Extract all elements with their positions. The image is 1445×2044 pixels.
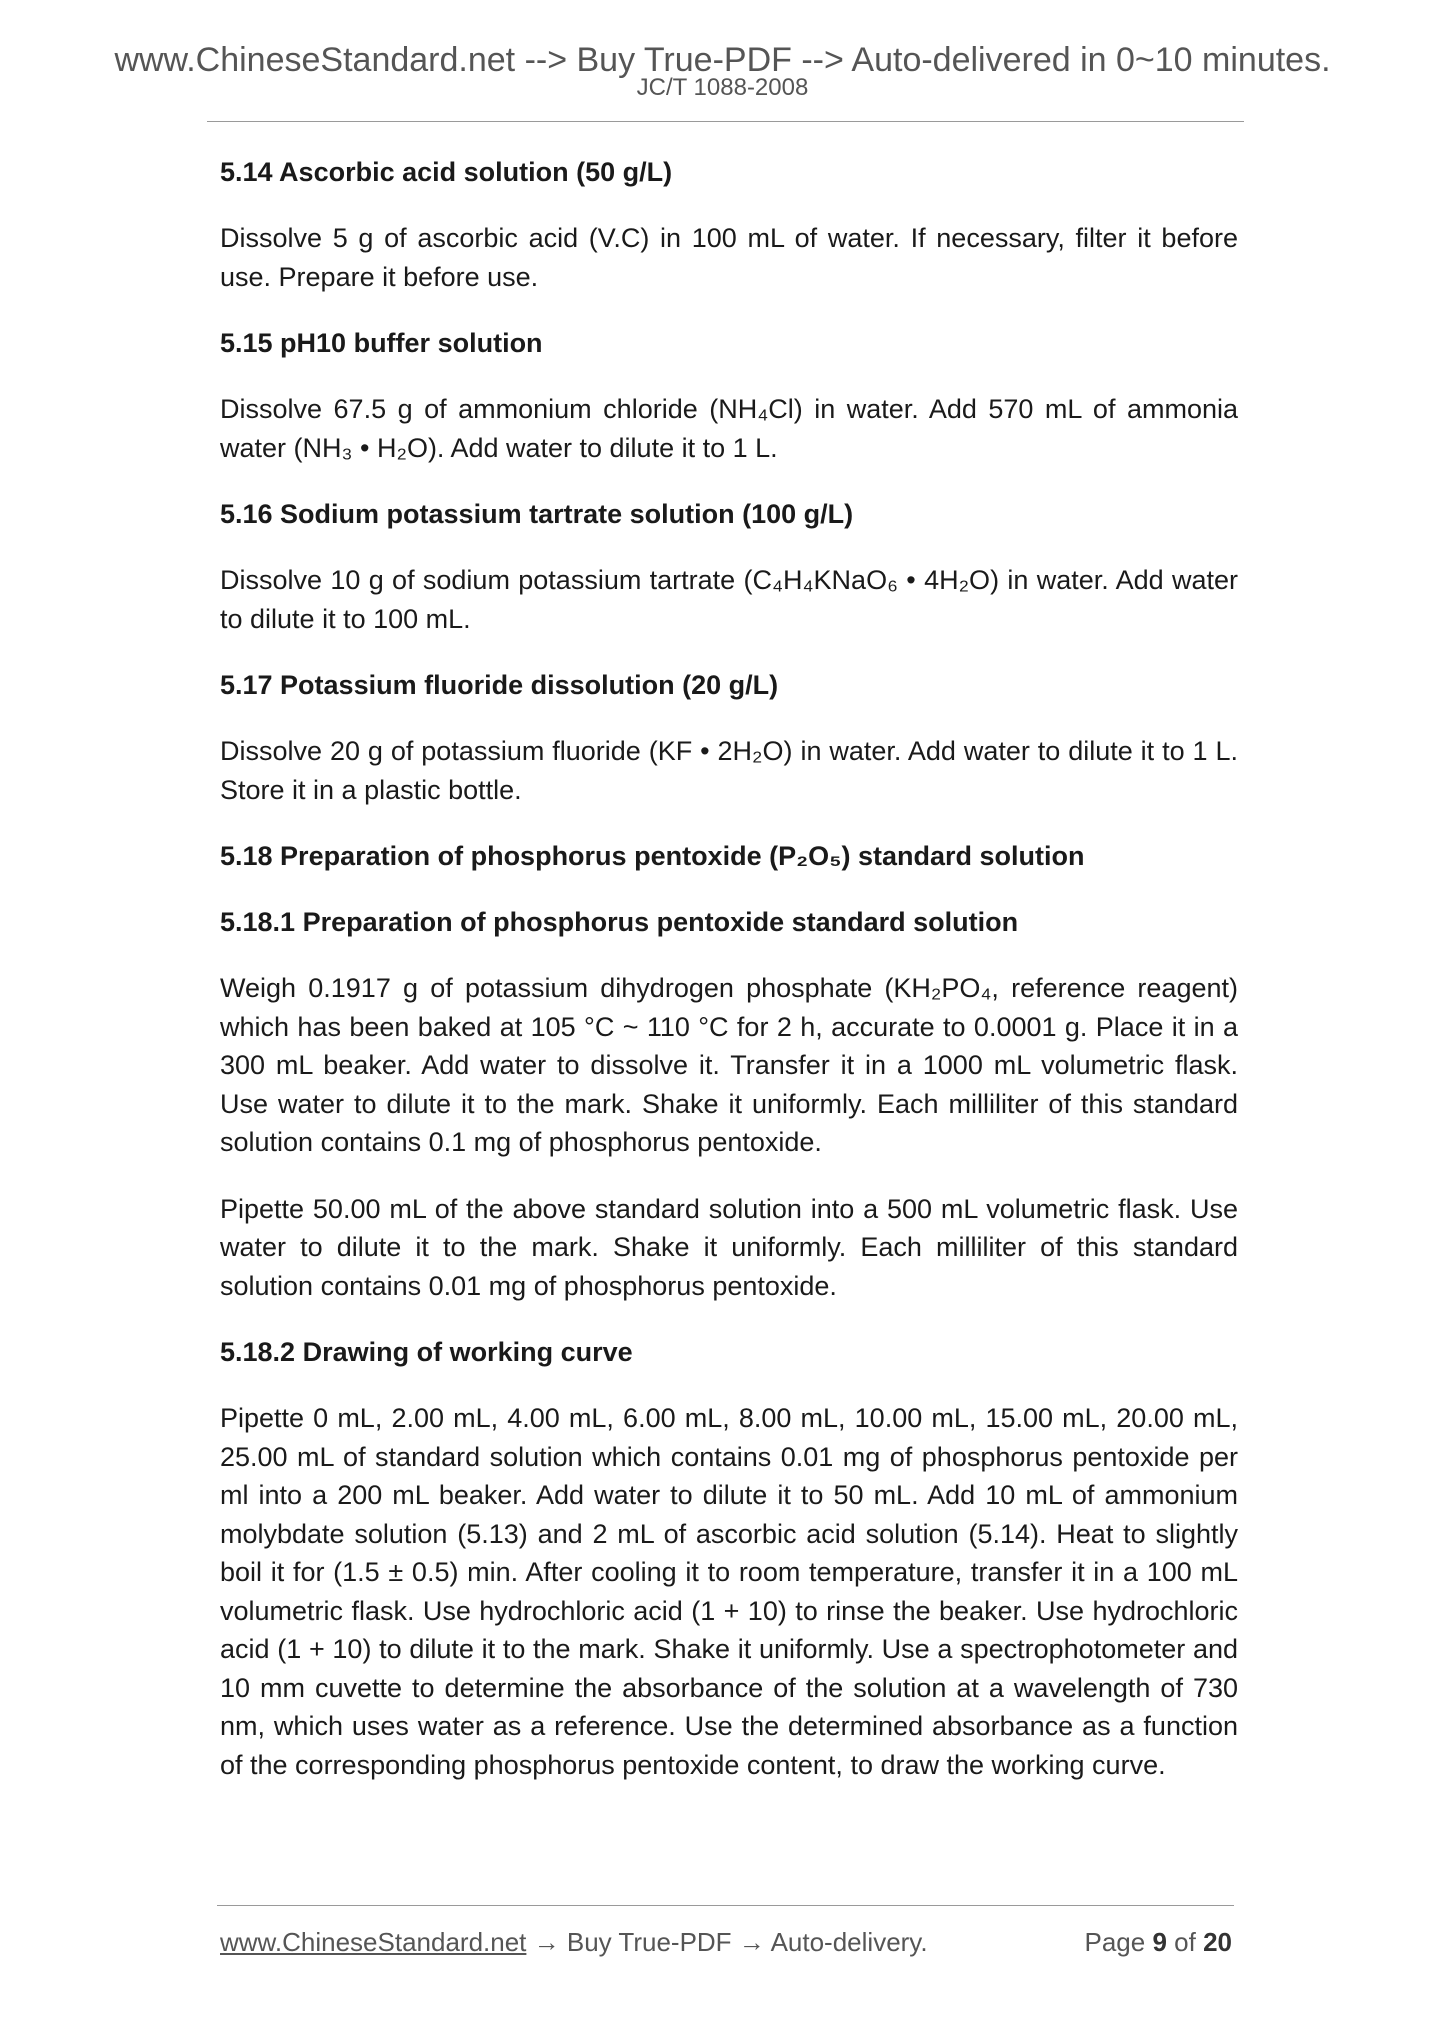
document-body <box>220 153 1238 1812</box>
page-label: Page <box>1084 1927 1146 1957</box>
section-paragraph: Weigh 0.1917 g of potassium dihydrogen phosphate (KH₂PO₄, reference reagent) which has been baked at 105 °C ~ 110 °C for 2 h, accurate to 0.0001 g. Place it in a 300 mL beaker. Add water to dissolve it. Transfer it in a 1000 mL volumetric flask. Use water to dilute it to the mark. Shake it uniformly. Each milliliter of this standard solution contains 0.1 mg of phosphorus pentoxide. <box>220 973 1238 1157</box>
section-heading-5-15: 5.15 pH10 buffer solution <box>220 328 543 358</box>
section-heading-5-16: 5.16 Sodium potassium tartrate solution (100 g/L) <box>220 499 854 529</box>
section-heading-5-18-2: 5.18.2 Drawing of working curve <box>220 1337 633 1367</box>
footer-tagline: → Buy True-PDF → Auto-delivery. <box>526 1927 928 1957</box>
footer-left <box>220 1926 928 1958</box>
header-divider <box>207 121 1244 122</box>
footer-divider <box>217 1905 1234 1906</box>
section-heading-5-18: 5.18 Preparation of phosphorus pentoxide (P₂O₅) standard solution <box>220 841 1085 871</box>
section-heading-5-14: 5.14 Ascorbic acid solution (50 g/L) <box>220 157 673 187</box>
total-pages: 20 <box>1203 1927 1232 1957</box>
footer-site-link[interactable]: www.ChineseStandard.net <box>220 1927 527 1957</box>
of-label: of <box>1174 1927 1196 1957</box>
page-indicator <box>1084 1926 1232 1958</box>
section-paragraph: Dissolve 5 g of ascorbic acid (V.C) in 100 mL of water. If necessary, filter it before use. Prepare it before use. <box>220 223 1238 292</box>
section-paragraph: Pipette 0 mL, 2.00 mL, 4.00 mL, 6.00 mL, 8.00 mL, 10.00 mL, 15.00 mL, 20.00 mL, 25.00 mL of standard solution which contains 0.01 mg of phosphorus pentoxide per ml into a 200 mL beaker. Add water to dilute it to 50 mL. Add 10 mL of ammonium molybdate solution (5.13) and 2 mL of ascorbic acid solution (5.14). Heat to slightly boil it for (1.5 ± 0.5) min. After cooling it to room temperature, transfer it in a 100 mL volumetric flask. Use hydrochloric acid (1 + 10) to rinse the beaker. Use hydrochloric acid (1 + 10) to dilute it to the mark. Shake it uniformly. Use a spectrophotometer and 10 mm cuvette to determine the absorbance of the solution at a wavelength of 730 nm, which uses water as a reference. Use the determined absorbance as a function of the corresponding phosphorus pentoxide content, to draw the working curve. <box>220 1403 1238 1780</box>
page-number: 9 <box>1152 1927 1167 1957</box>
standard-code: JC/T 1088-2008 <box>636 74 809 101</box>
top-banner: www.ChineseStandard.net --> Buy True-PDF --> Auto-delivered in 0~10 minutes. <box>114 41 1331 79</box>
section-paragraph: Pipette 50.00 mL of the above standard solution into a 500 mL volumetric flask. Use water to dilute it to the mark. Shake it uniformly. Each milliliter of this standard solution contains 0.01 mg of phosphorus pentoxide. <box>220 1193 1238 1301</box>
section-paragraph: Dissolve 20 g of potassium fluoride (KF • 2H₂O) in water. Add water to dilute it to 1 L. Store it in a plastic bottle. <box>220 736 1238 805</box>
section-paragraph: Dissolve 10 g of sodium potassium tartrate (C₄H₄KNaO₆ • 4H₂O) in water. Add water to dilute it to 100 mL. <box>220 565 1238 634</box>
section-paragraph: Dissolve 67.5 g of ammonium chloride (NH₄Cl) in water. Add 570 mL of ammonia water (NH₃ • H₂O). Add water to dilute it to 1 L. <box>220 394 1238 463</box>
section-heading-5-17: 5.17 Potassium fluoride dissolution (20 g/L) <box>220 670 779 700</box>
section-heading-5-18-1: 5.18.1 Preparation of phosphorus pentoxide standard solution <box>220 907 1019 937</box>
